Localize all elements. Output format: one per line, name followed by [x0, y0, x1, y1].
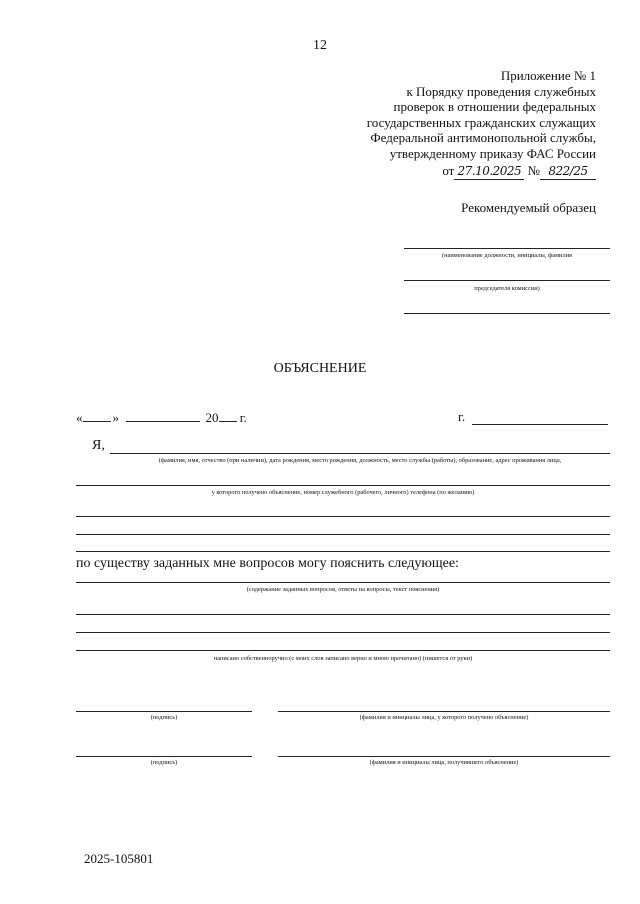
statement-text: по существу заданных мне вопросов могу пояснить следующее: — [76, 556, 459, 571]
name-caption-2: (фамилия и инициалы лица, получившего объяснение) — [369, 759, 519, 766]
addressee-caption-2: председателя комиссии) — [474, 285, 540, 292]
page-number: 12 — [313, 38, 327, 53]
city-label: г. — [458, 409, 466, 424]
appendix-line-4: Федеральной антимонопольной службы, — [370, 130, 596, 146]
month-field — [126, 409, 200, 422]
appendix-line-2: проверок в отношении федеральных — [393, 99, 596, 115]
person-line-4 — [76, 534, 610, 535]
sample-label: Рекомендуемый образец — [461, 200, 596, 215]
appendix-title: Приложение № 1 — [500, 68, 596, 83]
order-date: 27.10.2025 — [454, 164, 524, 181]
appendix-block — [296, 68, 596, 180]
statement-line-4 — [76, 650, 610, 651]
person-line-5 — [76, 551, 610, 552]
order-date-number — [296, 163, 596, 181]
person-label: Я, — [92, 438, 105, 453]
addressee-line-1 — [404, 248, 610, 249]
close-quote: » — [112, 410, 119, 425]
year-suffix: г. — [239, 410, 247, 425]
name-caption-1: (фамилия и инициалы лица, у которого получено объяснение) — [359, 714, 529, 721]
person-caption-2: у которого получено объяснение, номер служебного (рабочего, личного) телефона (по желанию) — [211, 489, 475, 496]
name-line-2 — [278, 756, 610, 757]
addressee-line-3 — [404, 313, 610, 314]
statement-caption: (содержание заданных вопросов, ответы на вопросы, текст пояснения) — [246, 586, 440, 593]
addressee-caption-1: (наименование должности, инициалы, фамилия — [442, 252, 572, 259]
appendix-line-3: государственных гражданских служащих — [366, 114, 596, 130]
date-prefix: от — [442, 162, 455, 178]
statement-line-2 — [76, 614, 610, 615]
person-line-2 — [76, 485, 610, 486]
signature-line-1 — [76, 711, 252, 712]
year-prefix: 20 — [205, 410, 219, 425]
order-number: 822/25 — [540, 164, 596, 181]
number-prefix: № — [527, 162, 540, 178]
year-field — [219, 409, 237, 422]
day-field — [83, 409, 111, 422]
statement-line-3 — [76, 632, 610, 633]
open-quote: « — [76, 410, 83, 425]
signature-caption-2: (подпись) — [150, 759, 178, 766]
document-number: 2025-105801 — [84, 851, 154, 866]
document-title: ОБЪЯСНЕНИЕ — [273, 361, 367, 376]
city-field — [472, 424, 608, 425]
appendix-line-5: утвержденному приказу ФАС России — [389, 145, 596, 161]
person-caption-1: (фамилия, имя, отчество (при наличии), дата рождения, место рождения, должность, место службы (работы), образование, адрес проживания лица, — [158, 457, 562, 464]
handwritten-caption: написано собственноручно (с моих слов записано верно и мною прочитано) (пишется от руки) — [213, 655, 473, 662]
appendix-line-1: к Порядку проведения служебных — [406, 83, 596, 99]
person-line-3 — [76, 516, 610, 517]
person-line-1 — [110, 453, 610, 454]
statement-line-1 — [76, 582, 610, 583]
signature-caption-1: (подпись) — [150, 714, 178, 721]
name-line-1 — [278, 711, 610, 712]
signature-line-2 — [76, 756, 252, 757]
addressee-line-2 — [404, 280, 610, 281]
